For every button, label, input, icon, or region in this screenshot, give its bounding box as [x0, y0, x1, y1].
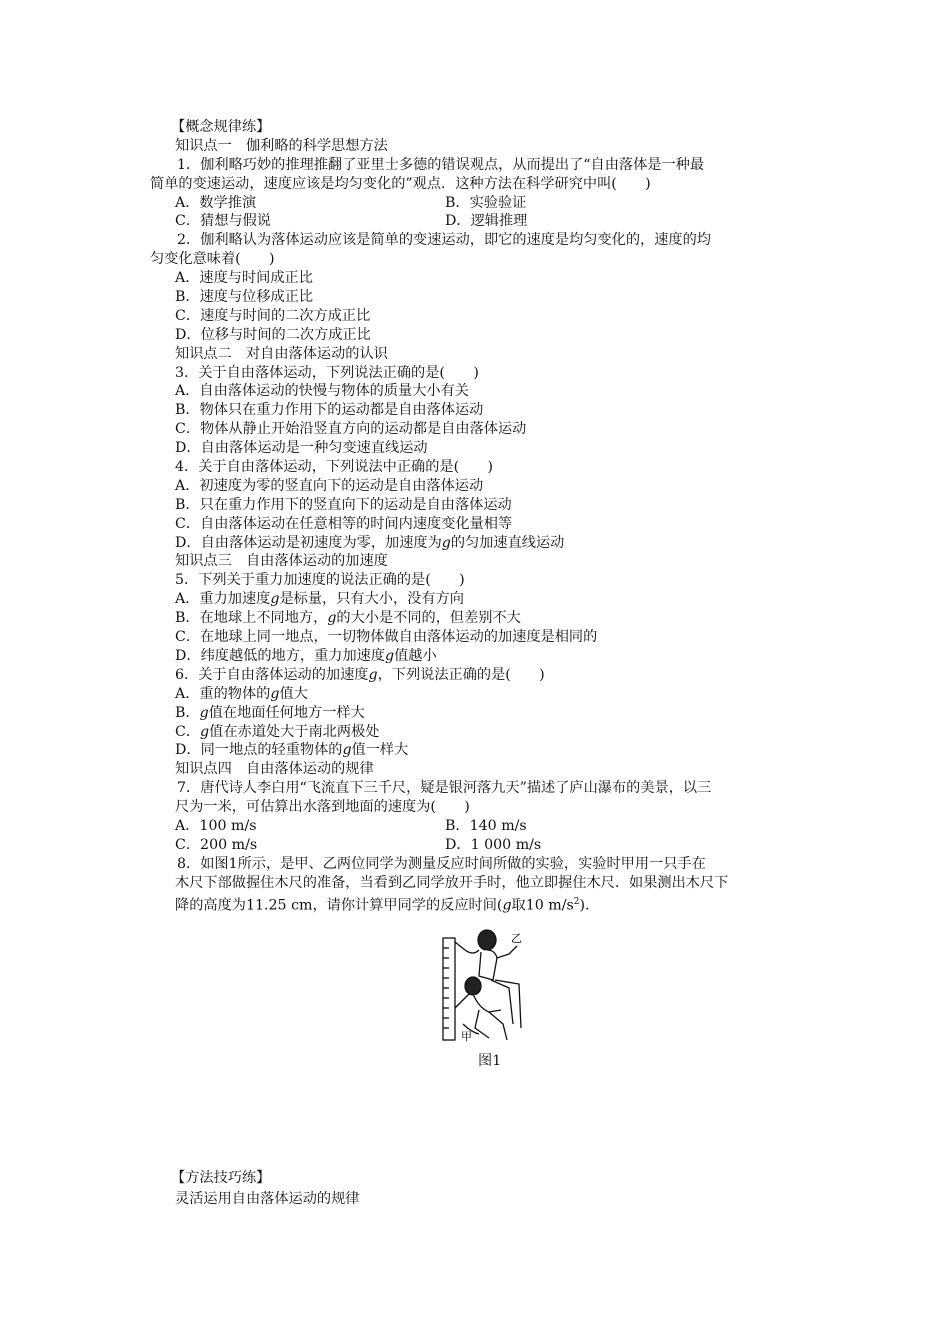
option-b: B．实验验证	[445, 194, 527, 211]
question-5-stem: 5．下列关于重力加速度的说法正确的是( )	[175, 572, 465, 589]
knowledge-point-title: 知识点四 自由落体运动的规律	[175, 761, 374, 778]
option-b: B．在地球上不同地方，g的大小是不同的，但差别不大	[175, 610, 521, 627]
option-a: A．重力加速度g是标量，只有大小，没有方向	[175, 591, 464, 608]
option-c: C．猜想与假说	[175, 213, 271, 230]
person-yi-head	[478, 930, 496, 950]
method-section	[171, 1168, 360, 1210]
option-c: C．自由落体运动在任意相等的时间内速度变化量相等	[175, 515, 513, 532]
question-3-stem: 3．关于自由落体运动，下列说法正确的是( )	[175, 364, 479, 381]
label-yi: 乙	[511, 932, 522, 945]
option-a: A．100 m/s	[175, 817, 257, 834]
question-2-line-1: 2．伽利略认为落体运动应该是简单的变速运动，即它的速度是均匀变化的，速度的均	[177, 232, 711, 249]
knowledge-point-title: 知识点三 自由落体运动的加速度	[175, 553, 388, 570]
label-jia: 甲	[461, 1030, 472, 1043]
question-1-options-row-1	[175, 194, 815, 213]
option-b: B．g值在地面任何地方一样大	[175, 704, 365, 721]
question-2-line-2: 匀变化意味着( )	[150, 251, 275, 268]
option-b: B．140 m/s	[445, 817, 527, 834]
option-c: C．在地球上同一地点，一切物体做自由落体运动的加速度是相同的	[175, 629, 598, 646]
ruler	[443, 938, 455, 1040]
option-d: D．自由落体运动是初速度为零，加速度为g的匀加速直线运动	[175, 534, 565, 551]
question-7-options-row-2	[175, 836, 815, 855]
option-a: A．自由落体运动的快慢与物体的质量大小有关	[175, 383, 469, 400]
question-8-line-1: 8．如图1所示，是甲、乙两位同学为测量反应时间所做的实验，实验时甲用一只手在	[177, 855, 706, 872]
question-7-line-2: 尺为一米，可估算出水落到地面的速度为( )	[175, 799, 470, 816]
question-1-line-2: 简单的变速运动，速度应该是均匀变化的”观点．这种方法在科学研究中叫( )	[150, 175, 651, 192]
option-d: D．1 000 m/s	[445, 836, 542, 853]
option-a: A．数学推演	[175, 194, 257, 211]
option-a: A．重的物体的g值大	[175, 685, 308, 702]
option-b: B．只在重力作用下的竖直向下的运动是自由落体运动	[175, 496, 512, 513]
option-c: C．物体从静止开始沿竖直方向的运动都是自由落体运动	[175, 421, 527, 438]
option-a: A．初速度为零的竖直向下的运动是自由落体运动	[175, 477, 484, 494]
reaction-time-figure	[435, 928, 545, 1052]
knowledge-point-title: 知识点一 伽利略的科学思想方法	[175, 137, 388, 154]
option-c: C．200 m/s	[175, 836, 258, 853]
option-d: D．纬度越低的地方，重力加速度g值越小	[175, 647, 437, 664]
reaction-time-illustration	[435, 928, 545, 1048]
option-d: D．逻辑推理	[445, 213, 528, 230]
question-7-options-row-1	[175, 817, 815, 836]
question-4-stem: 4．关于自由落体运动，下列说法中正确的是( )	[175, 459, 494, 476]
section-title: 【概念规律练】	[171, 119, 271, 135]
option-d: D．位移与时间的二次方成正比	[175, 326, 371, 343]
option-b: B．速度与位移成正比	[175, 289, 314, 306]
person-jia-head	[465, 977, 481, 995]
option-c: C．速度与时间的二次方成正比	[175, 307, 371, 324]
question-1-options-row-2	[175, 212, 815, 231]
option-a: A．速度与时间成正比	[175, 270, 313, 287]
question-1-line-1: 1．伽利略巧妙的推理推翻了亚里士多德的错误观点，从而提出了“自由落体是一种最	[177, 156, 705, 173]
figure-caption: 图1	[478, 1053, 502, 1069]
option-b: B．物体只在重力作用下的运动都是自由落体运动	[175, 402, 484, 419]
option-c: C．g值在赤道处大于南北两极处	[175, 723, 380, 740]
question-6-stem: 6．关于自由落体运动的加速度g，下列说法正确的是( )	[175, 666, 545, 683]
section-title: 【方法技巧练】	[171, 1170, 271, 1186]
document-body	[150, 118, 815, 914]
section-subtitle: 灵活运用自由落体运动的规律	[175, 1191, 360, 1207]
option-d: D．自由落体运动是一种匀变速直线运动	[175, 440, 428, 457]
option-d: D．同一地点的轻重物体的g值一样大	[175, 742, 409, 759]
knowledge-point-title: 知识点二 对自由落体运动的认识	[175, 345, 388, 362]
question-8-line-3: 降的高度为11.25 cm，请你计算甲同学的反应时间(g取10 $m/s^2$)．	[175, 896, 600, 914]
question-7-line-1: 7．唐代诗人李白用“飞流直下三千尺，疑是银河落九天”描述了庐山瀑布的美景，以三	[177, 780, 712, 797]
question-8-line-2: 木尺下部做握住木尺的准备，当看到乙同学放开手时，他立即握住木尺．如果测出木尺下	[175, 874, 729, 891]
